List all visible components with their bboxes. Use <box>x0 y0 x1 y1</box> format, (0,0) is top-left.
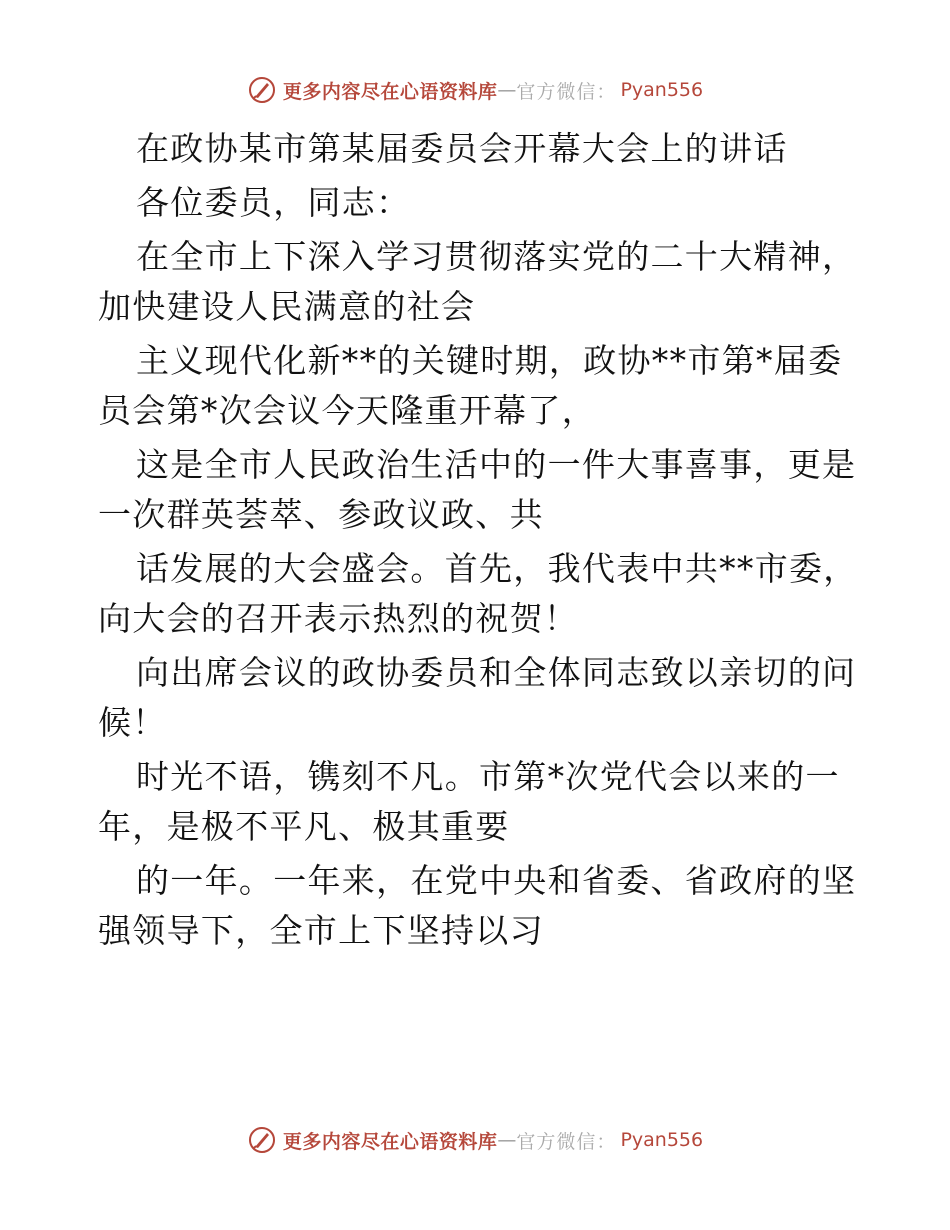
paragraph-line: 主义现代化新**的关键时期，政协**市第*届委 <box>136 341 843 380</box>
watermark-wechat-label: 官方微信： <box>516 80 617 103</box>
watermark-dash: — <box>497 79 517 101</box>
paragraph-line: 年，是极不平凡、极其重要 <box>98 807 510 846</box>
watermark-dash: — <box>497 1129 517 1151</box>
salutation: 各位委员，同志： <box>136 183 411 222</box>
watermark-brand-text: 更多内容尽在心语资料库 <box>282 80 498 103</box>
paragraph-line: 向出席会议的政协委员和全体同志致以亲切的问 <box>136 653 857 692</box>
paragraph-line: 这是全市人民政治生活中的一件大事喜事，更是 <box>136 445 857 484</box>
paragraph-line: 的一年。一年来，在党中央和省委、省政府的坚 <box>136 861 857 900</box>
paragraph-line: 一次群英荟萃、参政议政、共 <box>98 495 544 534</box>
watermark-footer <box>0 1120 950 1160</box>
paragraph-line: 加快建设人民满意的社会 <box>98 287 476 326</box>
paragraph-line: 在全市上下深入学习贯彻落实党的二十大精神， <box>136 237 857 276</box>
watermark-wechat-id: Pyan556 <box>620 1129 704 1151</box>
watermark-wechat-id: Pyan556 <box>620 79 704 101</box>
quill-pen-logo-icon <box>247 1125 277 1155</box>
paragraph-line: 向大会的召开表示热烈的祝贺！ <box>98 599 579 638</box>
paragraph-line: 强领导下，全市上下坚持以习 <box>98 911 544 950</box>
document-body <box>98 124 858 956</box>
watermark-wechat-label: 官方微信： <box>516 1130 617 1153</box>
paragraph-line: 候！ <box>98 703 167 742</box>
paragraph-line: 话发展的大会盛会。首先，我代表中共**市委， <box>136 549 858 588</box>
paragraph-line: 员会第*次会议今天隆重开幕了， <box>98 391 596 430</box>
watermark-header <box>0 70 950 110</box>
document-title: 在政协某市第某届委员会开幕大会上的讲话 <box>136 129 788 168</box>
paragraph-line: 时光不语，镌刻不凡。市第*次党代会以来的一 <box>136 757 840 796</box>
watermark-brand-text: 更多内容尽在心语资料库 <box>282 1130 498 1153</box>
quill-pen-logo-icon <box>247 75 277 105</box>
